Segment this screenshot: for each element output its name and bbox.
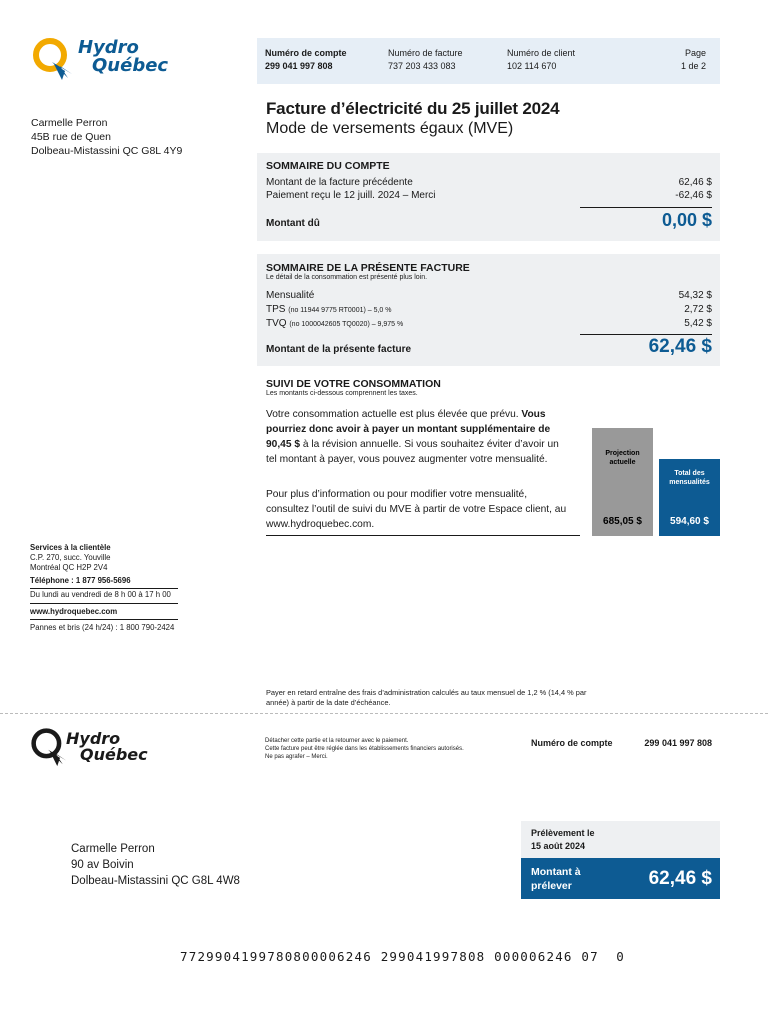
payment-received-label: Paiement reçu le 12 juill. 2024 – Merci — [266, 190, 436, 201]
payment-received-amount: -62,46 $ — [675, 190, 712, 201]
stub-account-value: 299 041 997 808 — [644, 738, 712, 748]
prev-invoice-label: Montant de la facture précédente — [266, 177, 413, 188]
invoice-total-label: Montant de la présente facture — [266, 344, 412, 355]
tps-label: TPS — [266, 304, 286, 315]
logo-line2: Québec — [92, 55, 169, 76]
stub-logo-line2: Québec — [80, 745, 148, 764]
customer-street: 45B rue de Quen — [31, 131, 111, 143]
stub-instructions — [265, 737, 505, 761]
customer-address — [31, 116, 182, 158]
monthly-payment-amount: 54,32 $ — [678, 290, 712, 301]
tvq-row — [266, 318, 403, 329]
warning-text-bold: Vous pourriez donc avoir à payer un montant supplémentaire de 90,45 $ — [266, 409, 551, 450]
consumption-note: Les montants ci-dessous comprennent les taxes. — [266, 390, 418, 397]
stub-instr-1: Détacher cette partie et la retourner avec le paiement. — [265, 738, 409, 744]
invoice-total-value: 62,46 $ — [648, 336, 712, 357]
services-phone: Téléphone : 1 877 956-5696 — [30, 576, 131, 585]
invoice-summary-heading: SOMMAIRE DE LA PRÉSENTE FACTURE — [266, 262, 470, 274]
consumption-info-paragraph: Pour plus d’information ou pour modifier votre mensualité, consultez l’outil de suivi du MVE à partir de votre Espace client, au www.hydroquebec.com. — [266, 489, 567, 530]
total-payments-bar-value: 594,60 $ — [670, 516, 709, 527]
services-web-link[interactable]: www.hydroquebec.com — [30, 603, 178, 617]
stub-instr-3: Ne pas agrafer – Merci. — [265, 754, 328, 760]
account-number-value: 299 041 997 808 — [265, 61, 333, 71]
total-payments-bar-label: Total des mensualités — [669, 470, 710, 486]
consumption-warning-paragraph — [266, 407, 572, 467]
stub-account-label: Numéro de compte — [531, 738, 613, 748]
hydro-quebec-q-icon — [32, 36, 76, 82]
stub-street: 90 av Boivin — [71, 859, 134, 871]
invoice-divider — [580, 334, 712, 335]
amount-to-debit-label: Montant à prélever — [531, 866, 581, 892]
tear-line — [0, 713, 768, 714]
stub-address — [71, 841, 240, 889]
projection-bar-value: 685,05 $ — [603, 516, 642, 527]
stub-name: Carmelle Perron — [71, 843, 155, 855]
monthly-payment-label: Mensualité — [266, 290, 315, 301]
services-title: Services à la clientèle — [30, 543, 111, 552]
account-summary-heading: SOMMAIRE DU COMPTE — [266, 160, 390, 172]
ocr-payment-line: 7729904199780800006246 299041997808 000006246 07 0 — [180, 949, 626, 964]
stub-logo-line1: Hydro — [66, 729, 121, 748]
debit-date-label: Prélèvement le — [531, 828, 595, 838]
stub-instr-2: Cette facture peut être réglée dans les établissements financiers autorisés. — [265, 746, 464, 752]
invoice-subtitle: Mode de versements égaux (MVE) — [266, 120, 514, 137]
tps-amount: 2,72 $ — [684, 304, 712, 315]
amount-to-debit-value: 62,46 $ — [648, 868, 712, 889]
stub-logo — [30, 726, 150, 770]
tvq-label: TVQ — [266, 318, 287, 329]
account-number-label: Numéro de compte — [265, 48, 347, 58]
summary-divider — [580, 207, 712, 208]
tps-row — [266, 304, 392, 315]
debit-date-block — [531, 827, 595, 853]
projection-bar-label: Projection actuelle — [605, 450, 640, 466]
amount-due-value: 0,00 $ — [661, 210, 712, 230]
prev-invoice-amount: 62,46 $ — [678, 177, 712, 188]
client-number-label: Numéro de client — [507, 48, 576, 58]
late-fee-notice: Payer en retard entraîne des frais d’administration calculés au taux mensuel de 1,2 % (14,4 % par année) à partir de la date d’échéance. — [266, 688, 587, 707]
services-hours: Du lundi au vendredi de 8 h 00 à 17 h 00 — [30, 588, 178, 600]
tvq-amount: 5,42 $ — [684, 318, 712, 329]
logo-line1: Hydro — [78, 37, 139, 58]
page-label: Page — [684, 48, 706, 58]
tvq-detail: (no 1000042605 TQ0020) – 9,975 % — [289, 321, 404, 328]
warning-text-c: à la révision annuelle. Si vous souhaitez éviter d’avoir un tel montant à payer, vous pouvez augmenter votre mensualité. — [266, 439, 559, 465]
invoice-number-value: 737 203 433 083 — [388, 61, 456, 71]
invoice-title: Facture d’électricité du 25 juillet 2024 — [266, 99, 560, 118]
services-outage: Pannes et bris (24 h/24) : 1 800 790-2424 — [30, 619, 178, 633]
client-number-value: 102 114 670 — [507, 61, 557, 71]
customer-services-block — [30, 543, 178, 633]
consumption-heading: SUIVI DE VOTRE CONSOMMATION — [266, 378, 441, 390]
invoice-summary-note: Le détail de la consommation est présenté plus loin. — [266, 274, 428, 281]
stub-city: Dolbeau-Mistassini QC G8L 4W8 — [71, 875, 240, 887]
hydro-quebec-logo — [32, 36, 172, 84]
page-value: 1 de 2 — [680, 61, 706, 71]
stub-q-icon — [30, 726, 70, 768]
consumption-divider — [266, 535, 580, 536]
services-addr2: Montréal QC H2P 2V4 — [30, 563, 108, 572]
warning-text-a: Votre consommation actuelle est plus élevée que prévu. — [266, 409, 522, 420]
services-addr1: C.P. 270, succ. Youville — [30, 553, 111, 562]
tps-detail: (no 11944 9775 RT0001) – 5,0 % — [288, 307, 392, 314]
customer-name: Carmelle Perron — [31, 117, 108, 129]
customer-city: Dolbeau-Mistassini QC G8L 4Y9 — [31, 145, 183, 157]
invoice-number-label: Numéro de facture — [388, 48, 463, 58]
debit-date-value: 15 août 2024 — [531, 841, 586, 851]
amount-due-label: Montant dû — [266, 218, 320, 229]
